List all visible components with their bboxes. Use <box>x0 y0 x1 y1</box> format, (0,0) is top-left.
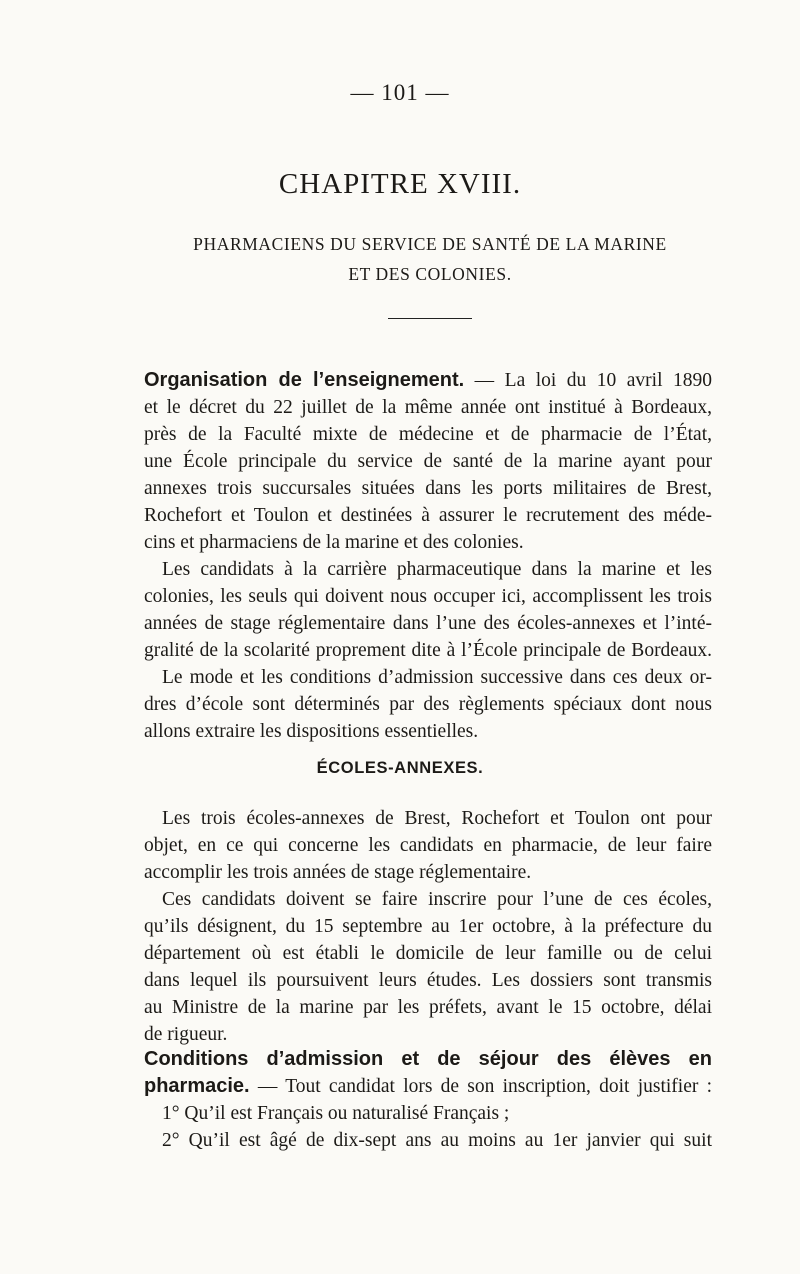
ecoles-p2-line-2: qu’ils désignent, du 15 septembre au 1er octobre, à la préfecture du <box>144 916 712 937</box>
conditions-heading: Conditions d’admission et de séjour des élèves en <box>144 1048 712 1070</box>
organisation-lead: Organisation de l’enseignement. <box>144 369 465 391</box>
ecoles-p1-line-1: Les trois écoles-annexes de Brest, Rochefort et Toulon ont pour <box>162 808 712 829</box>
condition-item-2: 2° Qu’il est âgé de dix-sept ans au moins au 1er janvier qui suit <box>162 1130 712 1151</box>
paragraph3-line-3: allons extraire les dispositions essentielles. <box>144 721 479 742</box>
paragraph2-line-3: années de stage réglementaire dans l’une des écoles-annexes et l’inté- <box>144 613 712 634</box>
conditions-heading-end: pharmacie. <box>144 1075 250 1097</box>
chapter-subtitle-line-1: PHARMACIENS DU SERVICE DE SANTÉ DE LA MARINE <box>193 234 667 254</box>
chapter-subtitle <box>160 229 700 289</box>
ecoles-annexes-heading: ÉCOLES-ANNEXES. <box>316 759 484 777</box>
ecoles-p1-line-2: objet, en ce qui concerne les candidats en pharmacie, de leur faire <box>144 835 712 856</box>
paragraph3-line-2: dres d’école sont déterminés par des règlements spéciaux dont nous <box>144 694 712 715</box>
paragraph2-line-4: gralité de la scolarité proprement dite à l’École principale de Bordeaux. <box>144 640 712 661</box>
page-number: — 101 — <box>350 80 450 105</box>
paragraph2-line-1: Les candidats à la carrière pharmaceutique dans la marine et les <box>162 559 712 580</box>
paragraph2-line-2: colonies, les seuls qui doivent nous occuper ici, accomplissent les trois <box>144 586 712 607</box>
conditions-intro: — Tout candidat lors de son inscription, doit justifier : <box>249 1076 712 1097</box>
organisation-line-2: et le décret du 22 juillet de la même année ont institué à Bordeaux, <box>144 397 712 418</box>
ecoles-p2-line-5: au Ministre de la marine par les préfets, avant le 15 octobre, délai <box>144 997 712 1018</box>
ecoles-p2-line-6: de rigueur. <box>144 1024 228 1045</box>
organisation-line-5: annexes trois succursales situées dans les ports militaires de Brest, <box>144 478 712 499</box>
chapter-subtitle-line-2: ET DES COLONIES. <box>348 264 512 284</box>
section-divider <box>388 318 472 319</box>
ecoles-p2-line-4: dans lequel ils poursuivent leurs études. Les dossiers sont transmis <box>144 970 712 991</box>
organisation-line-1-text: — La loi du 10 avril 1890 <box>464 370 712 391</box>
organisation-line-6: Rochefort et Toulon et destinées à assurer le recrutement des méde- <box>144 505 712 526</box>
organisation-line-3: près de la Faculté mixte de médecine et de pharmacie de l’État, <box>144 424 712 445</box>
paragraph3-line-1: Le mode et les conditions d’admission successive dans ces deux or- <box>162 667 712 688</box>
chapter-title: CHAPITRE XVIII. <box>278 168 522 200</box>
ecoles-p2-line-1: Ces candidats doivent se faire inscrire pour l’une de ces écoles, <box>162 889 712 910</box>
ecoles-p2-line-3: département où est établi le domicile de leur famille ou de celui <box>144 943 712 964</box>
organisation-line-4: une École principale du service de santé de la marine ayant pour <box>144 451 712 472</box>
condition-item-1: 1° Qu’il est Français ou naturalisé Français ; <box>162 1103 510 1124</box>
organisation-line-7: cins et pharmaciens de la marine et des colonies. <box>144 532 524 553</box>
conditions-intro-line <box>144 1073 712 1100</box>
ecoles-p1-line-3: accomplir les trois années de stage réglementaire. <box>144 862 532 883</box>
organisation-line-1 <box>144 367 712 394</box>
